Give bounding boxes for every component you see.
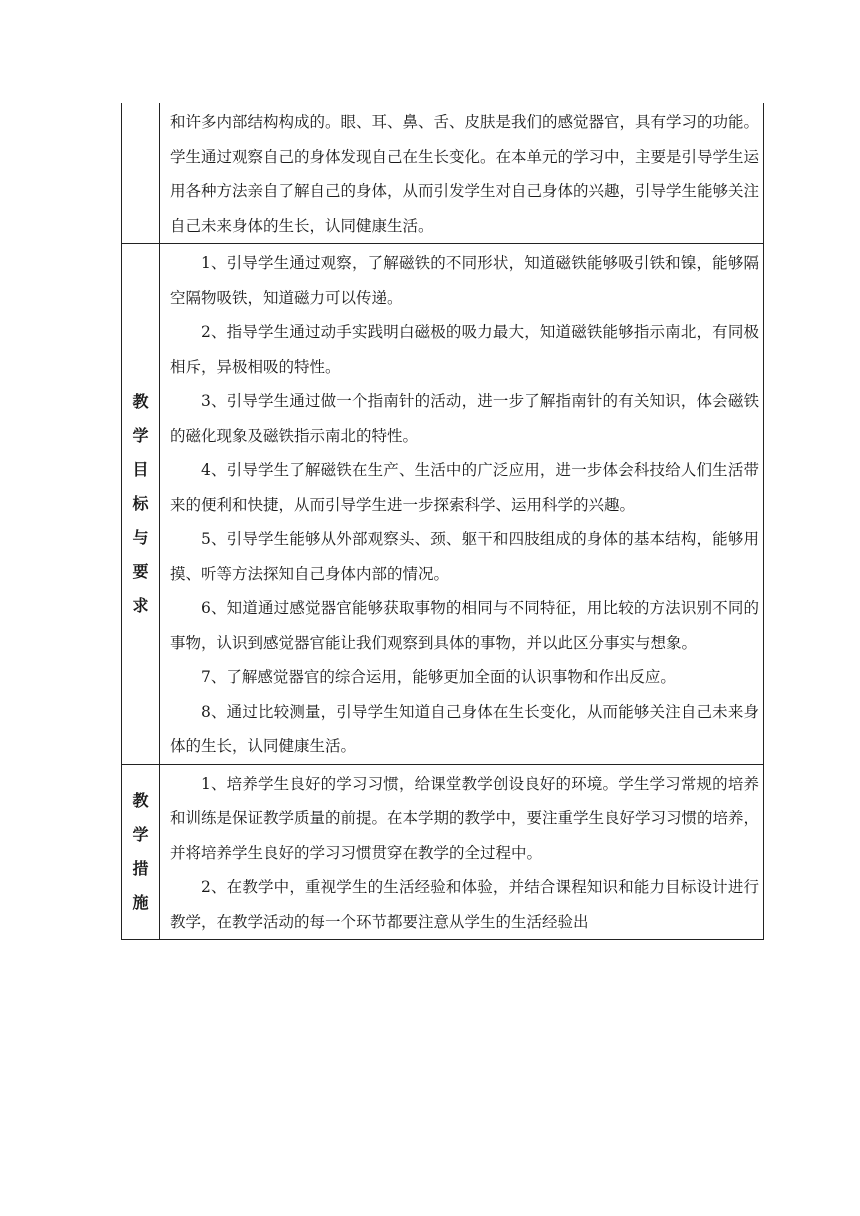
label-char: 标 [132,493,149,513]
goal-paragraph: 1、引导学生通过观察，了解磁铁的不同形状，知道磁铁能够吸引铁和镍，能够隔空隔物吸铁，知道磁力可以传递。 [170,254,759,307]
label-char: 目 [132,459,149,479]
row-label-goals [122,244,160,765]
table-row-goals [122,244,764,765]
table-row-unit-analysis [122,103,764,244]
goal-paragraph: 7、了解感觉器官的综合运用，能够更加全面的认识事物和作出反应。 [201,668,676,686]
goal-paragraph: 5、引导学生能够从外部观察头、颈、躯干和四肢组成的身体的基本结构，能够用摸、听等方法探知自己身体内部的情况。 [170,530,759,583]
table-row-measures [122,764,764,940]
goal-paragraph: 2、指导学生通过动手实践明白磁极的吸力最大，知道磁铁能够指示南北，有同极相斥，异极相吸的特性。 [170,323,759,376]
label-char: 与 [132,527,149,547]
label-char: 要 [132,561,149,581]
paragraph: 和许多内部结构构成的。眼、耳、鼻、舌、皮肤是我们的感觉器官，具有学习的功能。学生通过观察自己的身体发现自己在生长变化。在本单元的学习中，主要是引导学生运用各种方法亲自了解自己的身体，从而引发学生对自己身体的兴趣，引导学生能够关注自己未来身体的生长，认同健康生活。 [170,113,760,235]
goal-paragraph: 8、通过比较测量，引导学生知道自己身体在生长变化，从而能够关注自己未来身体的生长，认同健康生活。 [170,702,759,755]
label-char: 施 [132,892,149,912]
label-char: 教 [132,391,149,411]
row-label-measures [122,764,160,940]
label-char: 学 [132,824,149,844]
goal-paragraph: 4、引导学生了解磁铁在生产、生活中的广泛应用，进一步体会科技给人们生活带来的便利和快捷，从而引导学生进一步探索科学、运用科学的兴趣。 [170,461,759,514]
plan-table [121,103,764,940]
label-char: 求 [132,595,149,615]
row-content-unit-analysis [160,103,764,244]
row-content-measures [160,764,764,940]
label-char: 学 [132,425,149,445]
label-char: 教 [132,790,149,810]
measure-paragraph: 1、培养学生良好的学习习惯，给课堂教学创设良好的环境。学生学习常规的培养和训练是保证教学质量的前提。在本学期的教学中，要注重学生良好学习习惯的培养，并将培养学生良好的学习习惯贯穿在教学的全过程中。 [170,774,760,862]
label-char: 措 [132,858,149,878]
goal-paragraph: 6、知道通过感觉器官能够获取事物的相同与不同特征，用比较的方法识别不同的事物，认识到感觉器官能让我们观察到具体的事物，并以此区分事实与想象。 [170,599,759,652]
goal-paragraph: 3、引导学生通过做一个指南针的活动，进一步了解指南针的有关知识，体会磁铁的磁化现象及磁铁指示南北的特性。 [170,392,759,445]
measure-paragraph: 2、在教学中，重视学生的生活经验和体验，并结合课程知识和能力目标设计进行教学，在教学活动的每一个环节都要注意从学生的生活经验出 [170,878,759,931]
row-label-empty [122,103,160,244]
row-content-goals [160,244,764,765]
